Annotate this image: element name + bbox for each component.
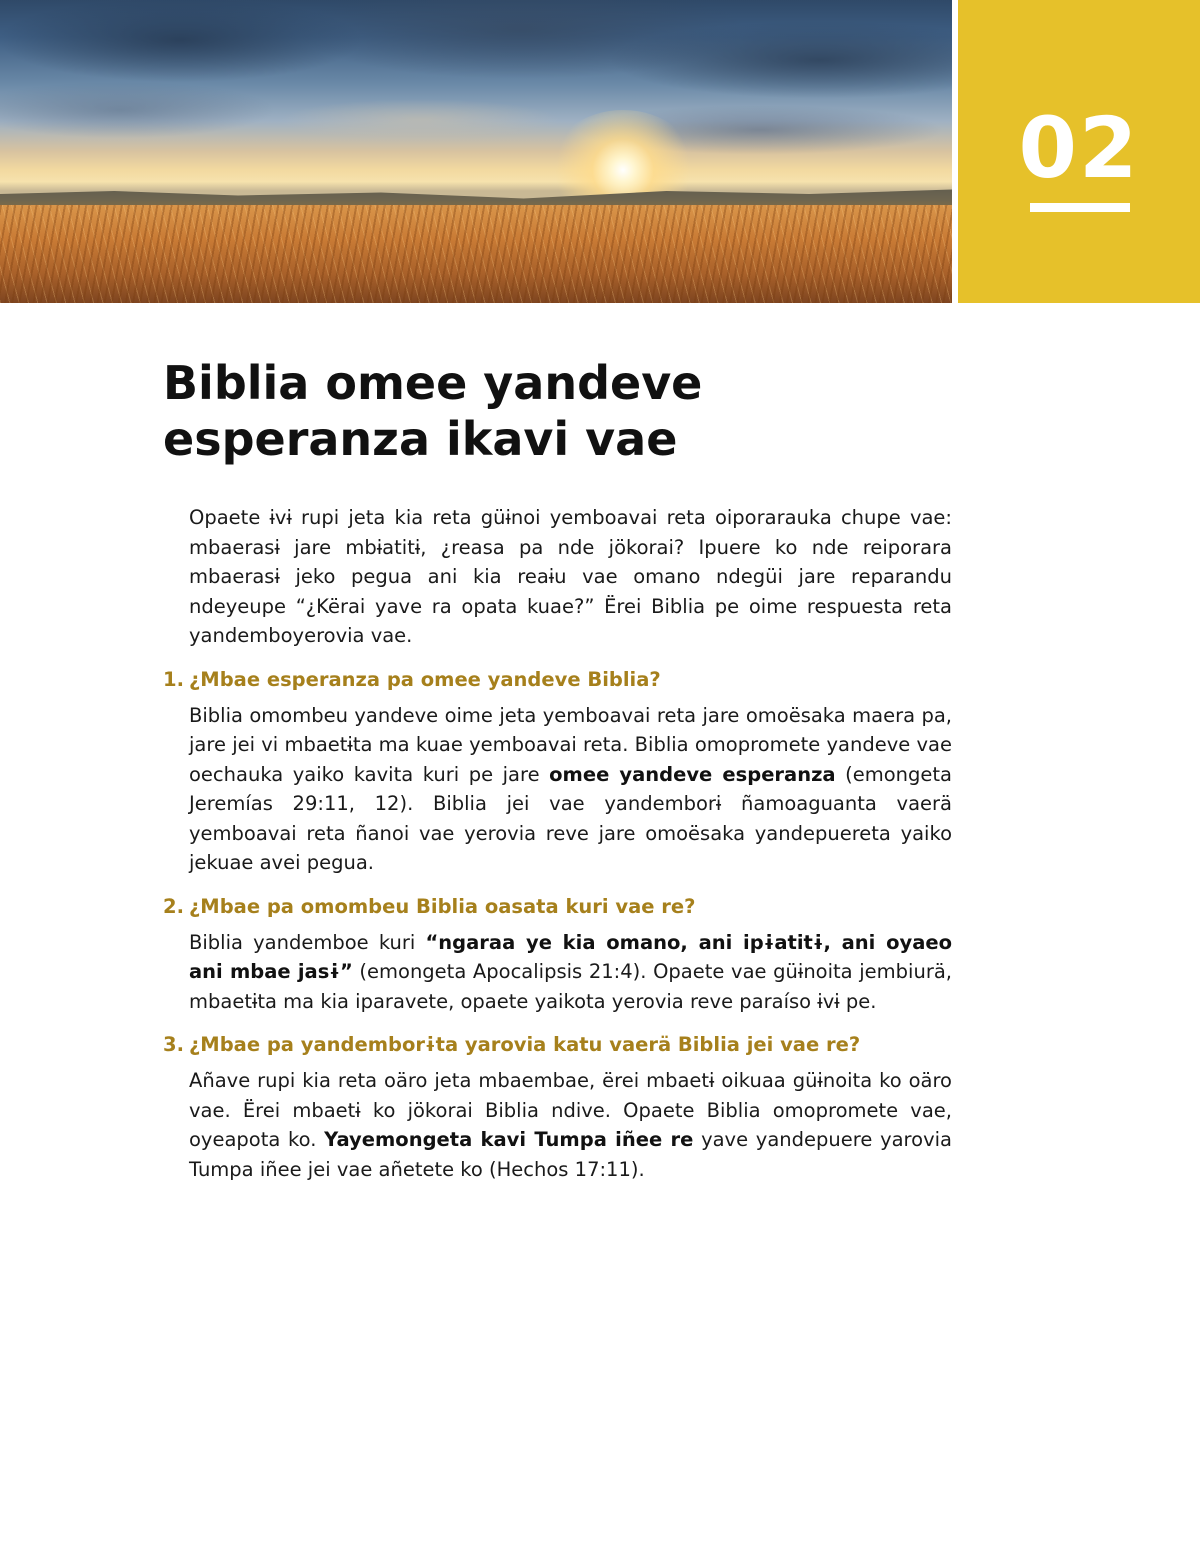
chapter-panel <box>958 0 1200 303</box>
answer-emphasis: omee yandeve esperanza <box>549 762 836 786</box>
question-number: 3. <box>163 1033 184 1056</box>
question-title: ¿Mbae pa omombeu Biblia oasata kuri vae re? <box>189 894 696 918</box>
answer-emphasis: “ngaraa ye kia omano, ani ipɨatitɨ, ani oyaeo ani mbae jasɨ” <box>189 930 952 983</box>
question-title: ¿Mbae esperanza pa omee yandeve Biblia? <box>189 667 661 691</box>
page-title <box>163 355 983 467</box>
chapter-underline <box>1030 203 1130 212</box>
question-heading-2 <box>163 892 952 922</box>
question-heading-1 <box>163 665 952 695</box>
question-heading-3 <box>163 1030 952 1060</box>
answer-paragraph-2 <box>189 928 952 1017</box>
answer-text: Biblia omombeu yandeve oime jeta yemboavai reta jare omoësaka maera pa, jare jei vi mbaetɨta ma kuae yemboavai reta. Biblia omopromete yandeve vae oechauka yaiko kavita kuri pe jare <box>189 703 952 786</box>
question-number: 2. <box>163 894 184 918</box>
intro-paragraph: Opaete ɨvɨ rupi jeta kia reta güɨnoi yemboavai reta oiporarauka chupe vae: mbaerasɨ jare mbɨatitɨ, ¿reasa pa nde jökorai? Ipuere ko nde reiporara mbaerasɨ jeko pegua ani kia reaɨu vae omano ndegüi jare reparandu ndeyeupe “¿Kërai yave ra opata kuae?” Ërei Biblia pe oime respuesta reta yandemboyerovia vae. <box>189 506 952 647</box>
answer-emphasis: Yayemongeta kavi Tumpa iñee re <box>324 1128 694 1151</box>
answer-text: Añave rupi kia reta oäro jeta mbaembae, ërei mbaetɨ oikuaa güɨnoita ko oäro vae. Ërei mbaetɨ ko jökorai Biblia ndive. Opaete Biblia omopromete vae, oyeapota ko. <box>189 1069 952 1151</box>
header-photo <box>0 0 952 303</box>
question-title: ¿Mbae pa yandemborɨta yarovia katu vaerä Biblia jei vae re? <box>189 1033 861 1056</box>
answer-text: (emongeta Jeremías 29:11, 12). Biblia jei vae yandemborɨ ñamoaguanta vaerä yemboavai reta ñanoi vae yerovia reve jare omoësaka yandepuereta yaiko jekuae avei pegua. <box>189 762 952 874</box>
answer-text: Biblia yandemboe kuri <box>189 930 426 954</box>
page-title-line2: esperanza ikavi vae <box>163 412 678 466</box>
wheat-field <box>0 205 952 303</box>
page-title-line1: Biblia omee yandeve <box>163 356 703 410</box>
answer-paragraph-1 <box>189 701 952 878</box>
answer-text: (emongeta Apocalipsis 21:4). Opaete vae güɨnoita jembiurä, mbaetɨta ma kia iparavete, opaete yaikota yerovia reve paraíso ɨvɨ pe. <box>189 960 952 1013</box>
question-number: 1. <box>163 667 184 691</box>
answer-text: yave yandepuere yarovia Tumpa iñee jei vae añetete ko (Hechos 17:11). <box>189 1128 952 1181</box>
answer-paragraph-3 <box>189 1066 952 1184</box>
chapter-number: 02 <box>1018 99 1140 197</box>
article-body <box>163 503 952 1184</box>
